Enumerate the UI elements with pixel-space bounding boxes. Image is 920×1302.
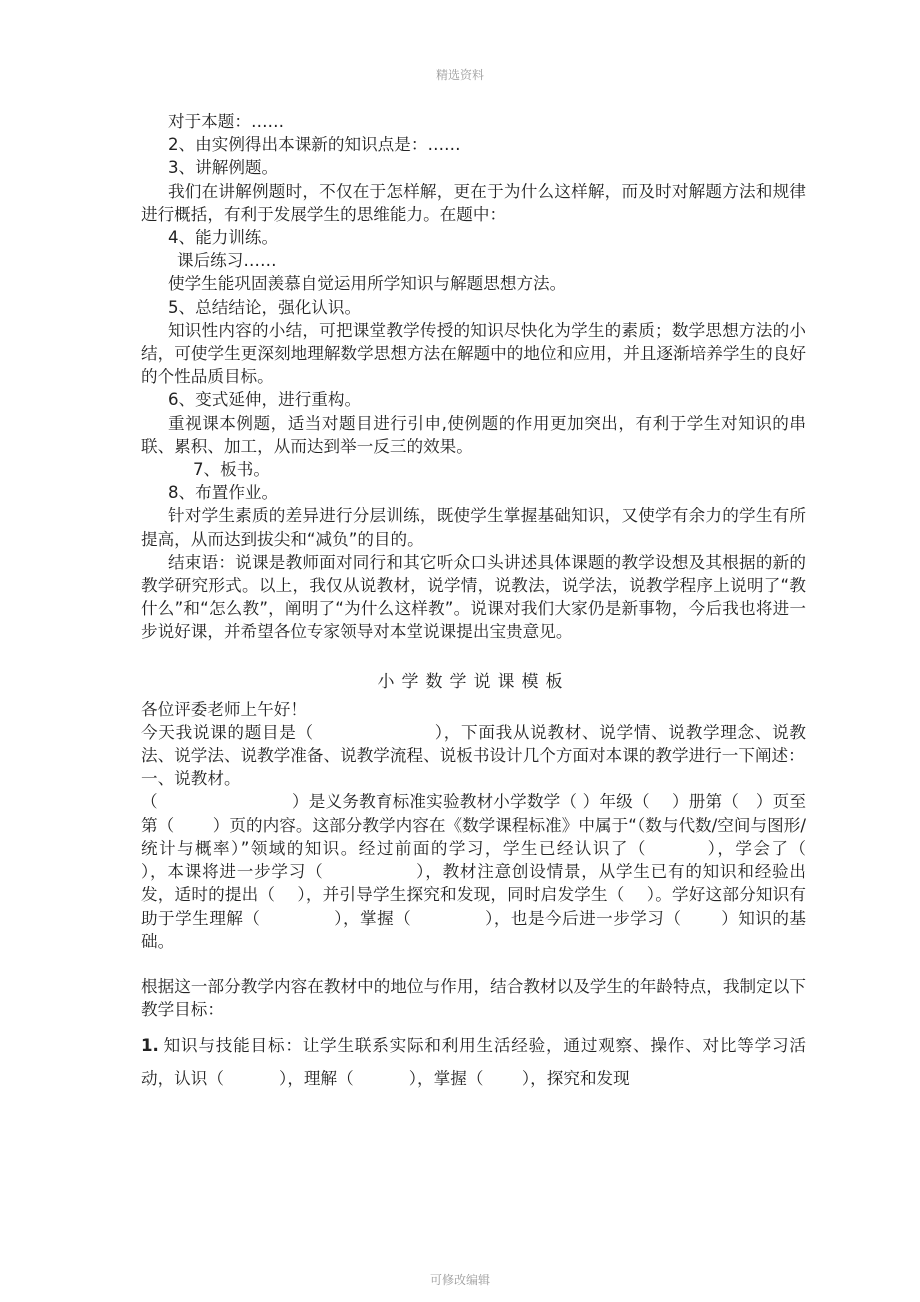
goal-text: 知识与技能目标：让学生联系实际和利用生活经验，通过观察、操作、对比等学习活动，认识（ ），理解（ ），掌握（ ），探究和发现	[141, 1036, 806, 1089]
lesson-step-paragraph: 课后练习……	[177, 251, 277, 271]
section-lesson-steps	[141, 110, 806, 644]
document-body	[141, 110, 862, 1095]
lesson-step-paragraph: 对于本题：……	[168, 112, 285, 131]
lesson-step-paragraph: 8、布置作业。	[168, 483, 279, 503]
goal-number: 1.	[141, 1036, 159, 1056]
lesson-step-paragraph: 使学生能巩固羡慕自觉运用所学知识与解题思想方法。	[168, 274, 567, 294]
section-template-intro	[141, 698, 862, 953]
header-watermark: 精选资料	[435, 68, 484, 82]
lesson-step-paragraph: 3、讲解例题。	[168, 158, 279, 178]
lesson-step-paragraph: 结束语：说课是教师面对同行和其它听众口头讲述具体课题的教学设想及其根据的新的教学研究形式。以上，我仅从说教材，说学情，说教法，说学法，说教学程序上说明了“教什么”和“怎么教”，阐明了“为什么这样教”。说课对我们大家仍是新事物，今后我也将进一步说好课，并希望各位专家领导对本堂说课提出宝贵意见。	[141, 552, 806, 642]
document-title: 小学数学说课模板	[377, 671, 570, 692]
lesson-step-paragraph: 4、能力训练。	[168, 228, 279, 248]
lesson-step-paragraph: 针对学生素质的差异进行分层训练，既使学生掌握基础知识，又使学有余力的学生有所提高，从而达到拔尖和“减负”的目的。	[141, 506, 806, 549]
goal-item	[141, 1029, 806, 1095]
template-paragraph: 一、说教材。	[141, 769, 241, 789]
teaching-goals-intro: 根据这一部分教学内容在教材中的地位与作用，结合教材以及学生的年龄特点，我制定以下教学目标：	[141, 976, 806, 1020]
footer-watermark: 可修改编辑	[429, 1273, 490, 1287]
template-paragraph: 今天我说课的题目是（ ），下面我从说教材、说学情、说教学理念、说教法、说学法、说教学准备、说教学流程、说板书设计几个方面对本课的教学进行一下阐述：	[141, 722, 806, 766]
template-paragraph: 各位评委老师上午好！	[141, 699, 307, 719]
lesson-step-paragraph: 6、变式延伸，进行重构。	[168, 390, 362, 410]
lesson-step-paragraph: 我们在讲解例题时，不仅在于怎样解，更在于为什么这样解，而及时对解题方法和规律进行概括，有利于发展学生的思维能力。在题中：	[141, 181, 806, 224]
lesson-step-paragraph: 5、总结结论，强化认识。	[168, 297, 362, 317]
lesson-step-paragraph: 7、板书。	[193, 460, 270, 480]
template-paragraph: （ ）是义务教育标准实验教材小学数学（ ）年级（ ）册第（ ）页至第（ ）页的内容。这部分教学内容在《数学课程标准》中属于“（数与代数/空间与图形/统计与概率）”领域的知识。经过前面的学习，学生已经认识了（ ），学会了（ ），本课将进一步学习（ ），教材注意创设情景，从学生已有的知识和经验出发，适时的提出（ ），并引导学生探究和发现，同时启发学生（ ）。学好这部分知识有助于学生理解（ ），掌握（ ），也是今后进一步学习（ ）知识的基础。	[141, 792, 862, 951]
lesson-step-paragraph: 重视课本例题，适当对题目进行引申,使例题的作用更加突出，有利于学生对知识的串联、累积、加工，从而达到举一反三的效果。	[141, 413, 806, 456]
lesson-step-paragraph: 2、由实例得出本课新的知识点是：……	[168, 135, 461, 155]
lesson-step-paragraph: 知识性内容的小结，可把课堂教学传授的知识尽快化为学生的素质；数学思想方法的小结，可使学生更深刻地理解数学思想方法在解题中的地位和应用，并且逐渐培养学生的良好的个性品质目标。	[141, 320, 806, 387]
paragraph-gap	[141, 953, 806, 975]
